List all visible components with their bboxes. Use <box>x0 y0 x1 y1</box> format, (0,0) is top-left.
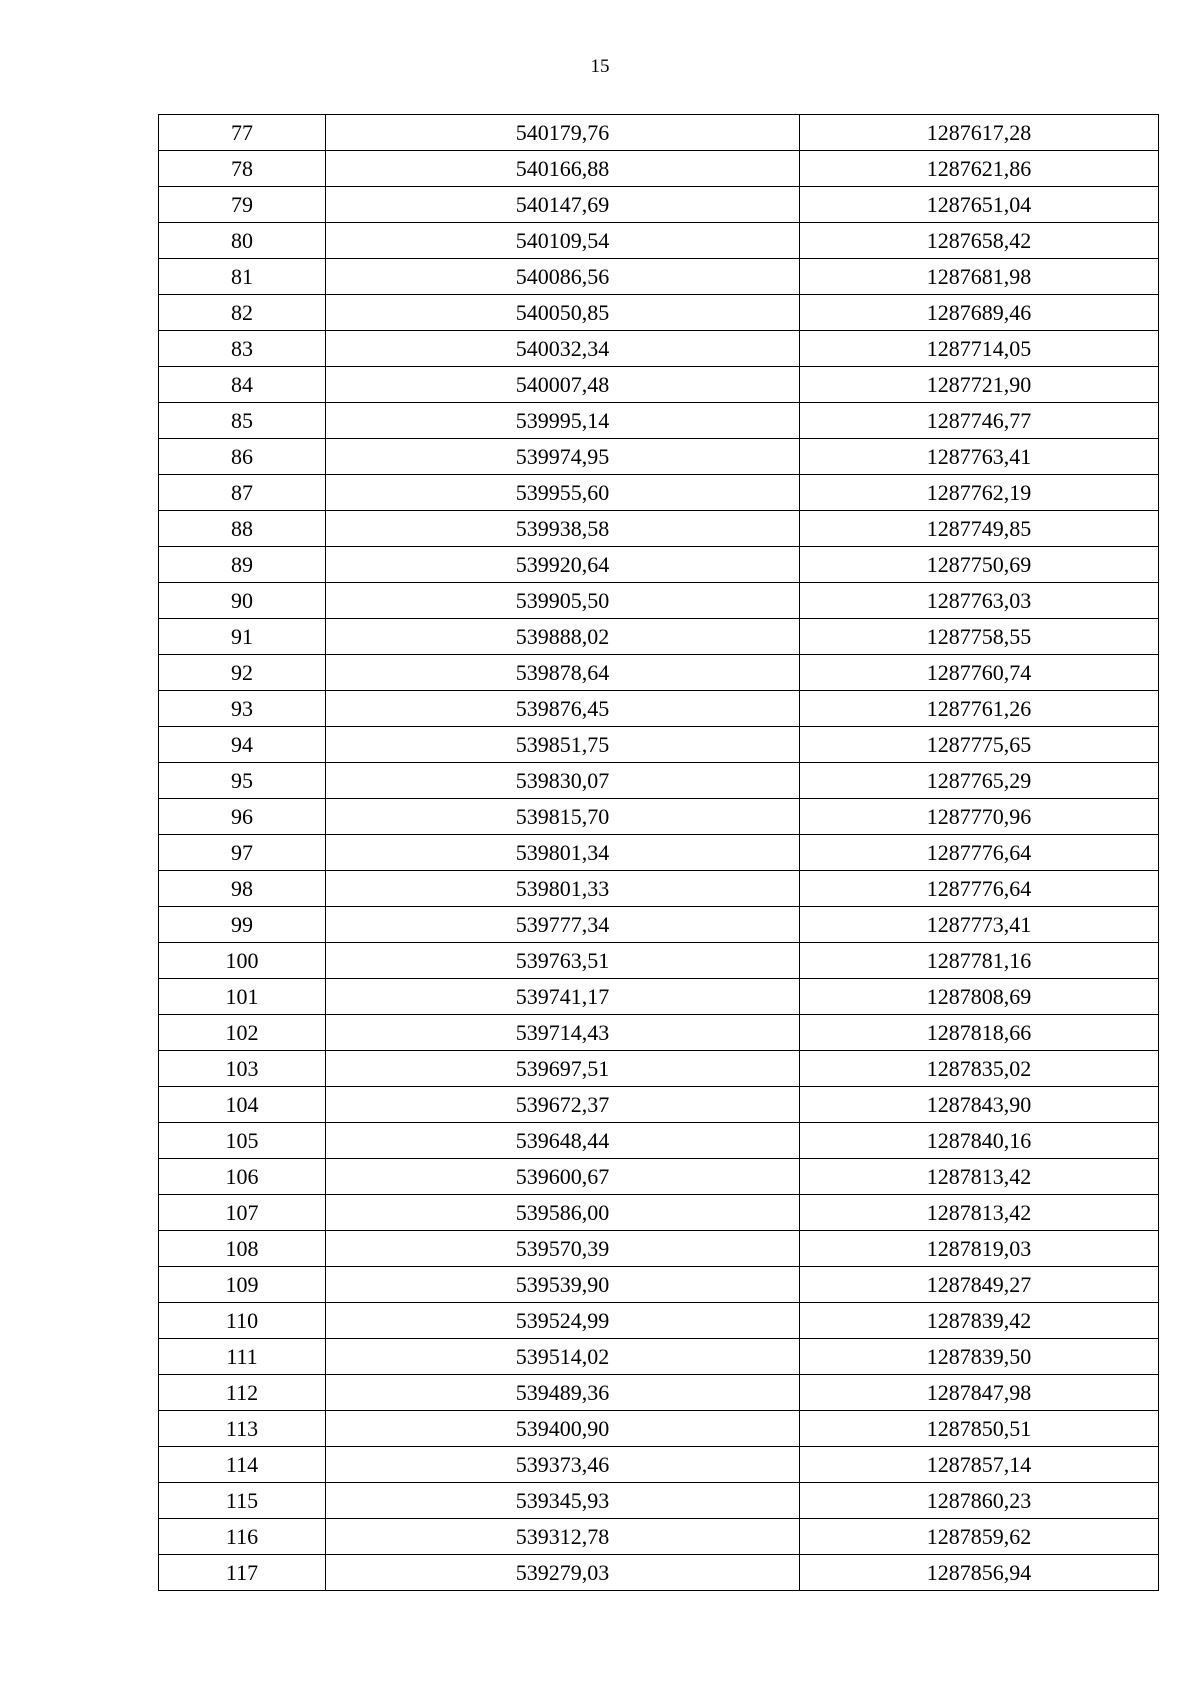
table-row <box>159 1159 1159 1195</box>
y-coordinate-cell: 1287860,23 <box>800 1483 1159 1519</box>
table-row <box>159 1411 1159 1447</box>
table-row <box>159 367 1159 403</box>
x-coordinate-cell: 539570,39 <box>326 1231 800 1267</box>
point-number-cell: 90 <box>159 583 326 619</box>
table-row <box>159 1231 1159 1267</box>
point-number-cell: 95 <box>159 763 326 799</box>
x-coordinate-cell: 540007,48 <box>326 367 800 403</box>
coordinates-table-body <box>159 115 1159 1591</box>
x-coordinate-cell: 539830,07 <box>326 763 800 799</box>
table-row <box>159 1123 1159 1159</box>
y-coordinate-cell: 1287750,69 <box>800 547 1159 583</box>
y-coordinate-cell: 1287808,69 <box>800 979 1159 1015</box>
point-number-cell: 102 <box>159 1015 326 1051</box>
x-coordinate-cell: 539938,58 <box>326 511 800 547</box>
y-coordinate-cell: 1287621,86 <box>800 151 1159 187</box>
page-number: 15 <box>590 56 610 77</box>
point-number-cell: 87 <box>159 475 326 511</box>
point-number-cell: 99 <box>159 907 326 943</box>
point-number-cell: 116 <box>159 1519 326 1555</box>
point-number-cell: 111 <box>159 1339 326 1375</box>
table-row <box>159 1375 1159 1411</box>
table-row <box>159 223 1159 259</box>
table-row <box>159 151 1159 187</box>
y-coordinate-cell: 1287689,46 <box>800 295 1159 331</box>
x-coordinate-cell: 539801,33 <box>326 871 800 907</box>
x-coordinate-cell: 539672,37 <box>326 1087 800 1123</box>
point-number-cell: 89 <box>159 547 326 583</box>
table-row <box>159 439 1159 475</box>
point-number-cell: 84 <box>159 367 326 403</box>
table-row <box>159 1051 1159 1087</box>
x-coordinate-cell: 539539,90 <box>326 1267 800 1303</box>
y-coordinate-cell: 1287776,64 <box>800 871 1159 907</box>
x-coordinate-cell: 540166,88 <box>326 151 800 187</box>
y-coordinate-cell: 1287760,74 <box>800 655 1159 691</box>
point-number-cell: 109 <box>159 1267 326 1303</box>
point-number-cell: 80 <box>159 223 326 259</box>
y-coordinate-cell: 1287847,98 <box>800 1375 1159 1411</box>
table-row <box>159 295 1159 331</box>
point-number-cell: 97 <box>159 835 326 871</box>
x-coordinate-cell: 539995,14 <box>326 403 800 439</box>
point-number-cell: 108 <box>159 1231 326 1267</box>
point-number-cell: 88 <box>159 511 326 547</box>
x-coordinate-cell: 539514,02 <box>326 1339 800 1375</box>
y-coordinate-cell: 1287762,19 <box>800 475 1159 511</box>
y-coordinate-cell: 1287849,27 <box>800 1267 1159 1303</box>
y-coordinate-cell: 1287818,66 <box>800 1015 1159 1051</box>
table-row <box>159 871 1159 907</box>
y-coordinate-cell: 1287813,42 <box>800 1195 1159 1231</box>
table-row <box>159 763 1159 799</box>
point-number-cell: 107 <box>159 1195 326 1231</box>
x-coordinate-cell: 539905,50 <box>326 583 800 619</box>
y-coordinate-cell: 1287763,03 <box>800 583 1159 619</box>
x-coordinate-cell: 539400,90 <box>326 1411 800 1447</box>
table-row <box>159 1015 1159 1051</box>
table-row <box>159 1555 1159 1591</box>
table-row <box>159 691 1159 727</box>
y-coordinate-cell: 1287658,42 <box>800 223 1159 259</box>
y-coordinate-cell: 1287775,65 <box>800 727 1159 763</box>
point-number-cell: 81 <box>159 259 326 295</box>
table-row <box>159 943 1159 979</box>
point-number-cell: 85 <box>159 403 326 439</box>
point-number-cell: 114 <box>159 1447 326 1483</box>
x-coordinate-cell: 539648,44 <box>326 1123 800 1159</box>
x-coordinate-cell: 539697,51 <box>326 1051 800 1087</box>
y-coordinate-cell: 1287617,28 <box>800 115 1159 151</box>
y-coordinate-cell: 1287859,62 <box>800 1519 1159 1555</box>
y-coordinate-cell: 1287819,03 <box>800 1231 1159 1267</box>
x-coordinate-cell: 539888,02 <box>326 619 800 655</box>
table-row <box>159 655 1159 691</box>
y-coordinate-cell: 1287839,50 <box>800 1339 1159 1375</box>
point-number-cell: 83 <box>159 331 326 367</box>
x-coordinate-cell: 539920,64 <box>326 547 800 583</box>
y-coordinate-cell: 1287761,26 <box>800 691 1159 727</box>
point-number-cell: 94 <box>159 727 326 763</box>
y-coordinate-cell: 1287765,29 <box>800 763 1159 799</box>
point-number-cell: 93 <box>159 691 326 727</box>
point-number-cell: 117 <box>159 1555 326 1591</box>
y-coordinate-cell: 1287773,41 <box>800 907 1159 943</box>
point-number-cell: 92 <box>159 655 326 691</box>
y-coordinate-cell: 1287651,04 <box>800 187 1159 223</box>
table-row <box>159 1267 1159 1303</box>
point-number-cell: 115 <box>159 1483 326 1519</box>
y-coordinate-cell: 1287746,77 <box>800 403 1159 439</box>
table-row <box>159 583 1159 619</box>
y-coordinate-cell: 1287843,90 <box>800 1087 1159 1123</box>
x-coordinate-cell: 540050,85 <box>326 295 800 331</box>
x-coordinate-cell: 539763,51 <box>326 943 800 979</box>
y-coordinate-cell: 1287850,51 <box>800 1411 1159 1447</box>
x-coordinate-cell: 539955,60 <box>326 475 800 511</box>
point-number-cell: 77 <box>159 115 326 151</box>
x-coordinate-cell: 539851,75 <box>326 727 800 763</box>
y-coordinate-cell: 1287763,41 <box>800 439 1159 475</box>
table-row <box>159 511 1159 547</box>
x-coordinate-cell: 539373,46 <box>326 1447 800 1483</box>
x-coordinate-cell: 540086,56 <box>326 259 800 295</box>
table-row <box>159 1339 1159 1375</box>
table-row <box>159 1303 1159 1339</box>
point-number-cell: 103 <box>159 1051 326 1087</box>
table-row <box>159 979 1159 1015</box>
y-coordinate-cell: 1287721,90 <box>800 367 1159 403</box>
y-coordinate-cell: 1287758,55 <box>800 619 1159 655</box>
x-coordinate-cell: 539714,43 <box>326 1015 800 1051</box>
x-coordinate-cell: 539801,34 <box>326 835 800 871</box>
point-number-cell: 112 <box>159 1375 326 1411</box>
x-coordinate-cell: 539974,95 <box>326 439 800 475</box>
table-row <box>159 259 1159 295</box>
table-row <box>159 1519 1159 1555</box>
table-row <box>159 619 1159 655</box>
table-row <box>159 1447 1159 1483</box>
x-coordinate-cell: 540179,76 <box>326 115 800 151</box>
y-coordinate-cell: 1287813,42 <box>800 1159 1159 1195</box>
table-row <box>159 835 1159 871</box>
x-coordinate-cell: 539741,17 <box>326 979 800 1015</box>
x-coordinate-cell: 539586,00 <box>326 1195 800 1231</box>
x-coordinate-cell: 540109,54 <box>326 223 800 259</box>
table-row <box>159 727 1159 763</box>
x-coordinate-cell: 539345,93 <box>326 1483 800 1519</box>
y-coordinate-cell: 1287781,16 <box>800 943 1159 979</box>
x-coordinate-cell: 539876,45 <box>326 691 800 727</box>
y-coordinate-cell: 1287681,98 <box>800 259 1159 295</box>
y-coordinate-cell: 1287776,64 <box>800 835 1159 871</box>
point-number-cell: 101 <box>159 979 326 1015</box>
point-number-cell: 106 <box>159 1159 326 1195</box>
x-coordinate-cell: 539489,36 <box>326 1375 800 1411</box>
point-number-cell: 78 <box>159 151 326 187</box>
table-row <box>159 1483 1159 1519</box>
table-row <box>159 187 1159 223</box>
table-row <box>159 331 1159 367</box>
y-coordinate-cell: 1287749,85 <box>800 511 1159 547</box>
y-coordinate-cell: 1287840,16 <box>800 1123 1159 1159</box>
y-coordinate-cell: 1287839,42 <box>800 1303 1159 1339</box>
table-row <box>159 907 1159 943</box>
coordinates-table <box>158 114 1159 1591</box>
x-coordinate-cell: 540147,69 <box>326 187 800 223</box>
x-coordinate-cell: 539279,03 <box>326 1555 800 1591</box>
point-number-cell: 96 <box>159 799 326 835</box>
table-row <box>159 403 1159 439</box>
y-coordinate-cell: 1287835,02 <box>800 1051 1159 1087</box>
y-coordinate-cell: 1287856,94 <box>800 1555 1159 1591</box>
table-row <box>159 799 1159 835</box>
point-number-cell: 100 <box>159 943 326 979</box>
point-number-cell: 110 <box>159 1303 326 1339</box>
x-coordinate-cell: 539878,64 <box>326 655 800 691</box>
x-coordinate-cell: 539524,99 <box>326 1303 800 1339</box>
table-row <box>159 547 1159 583</box>
x-coordinate-cell: 539312,78 <box>326 1519 800 1555</box>
point-number-cell: 79 <box>159 187 326 223</box>
point-number-cell: 82 <box>159 295 326 331</box>
table-row <box>159 1195 1159 1231</box>
x-coordinate-cell: 539777,34 <box>326 907 800 943</box>
table-row <box>159 115 1159 151</box>
y-coordinate-cell: 1287714,05 <box>800 331 1159 367</box>
point-number-cell: 105 <box>159 1123 326 1159</box>
point-number-cell: 113 <box>159 1411 326 1447</box>
x-coordinate-cell: 539600,67 <box>326 1159 800 1195</box>
y-coordinate-cell: 1287770,96 <box>800 799 1159 835</box>
point-number-cell: 91 <box>159 619 326 655</box>
table-row <box>159 1087 1159 1123</box>
point-number-cell: 104 <box>159 1087 326 1123</box>
point-number-cell: 86 <box>159 439 326 475</box>
x-coordinate-cell: 539815,70 <box>326 799 800 835</box>
y-coordinate-cell: 1287857,14 <box>800 1447 1159 1483</box>
table-row <box>159 475 1159 511</box>
x-coordinate-cell: 540032,34 <box>326 331 800 367</box>
point-number-cell: 98 <box>159 871 326 907</box>
